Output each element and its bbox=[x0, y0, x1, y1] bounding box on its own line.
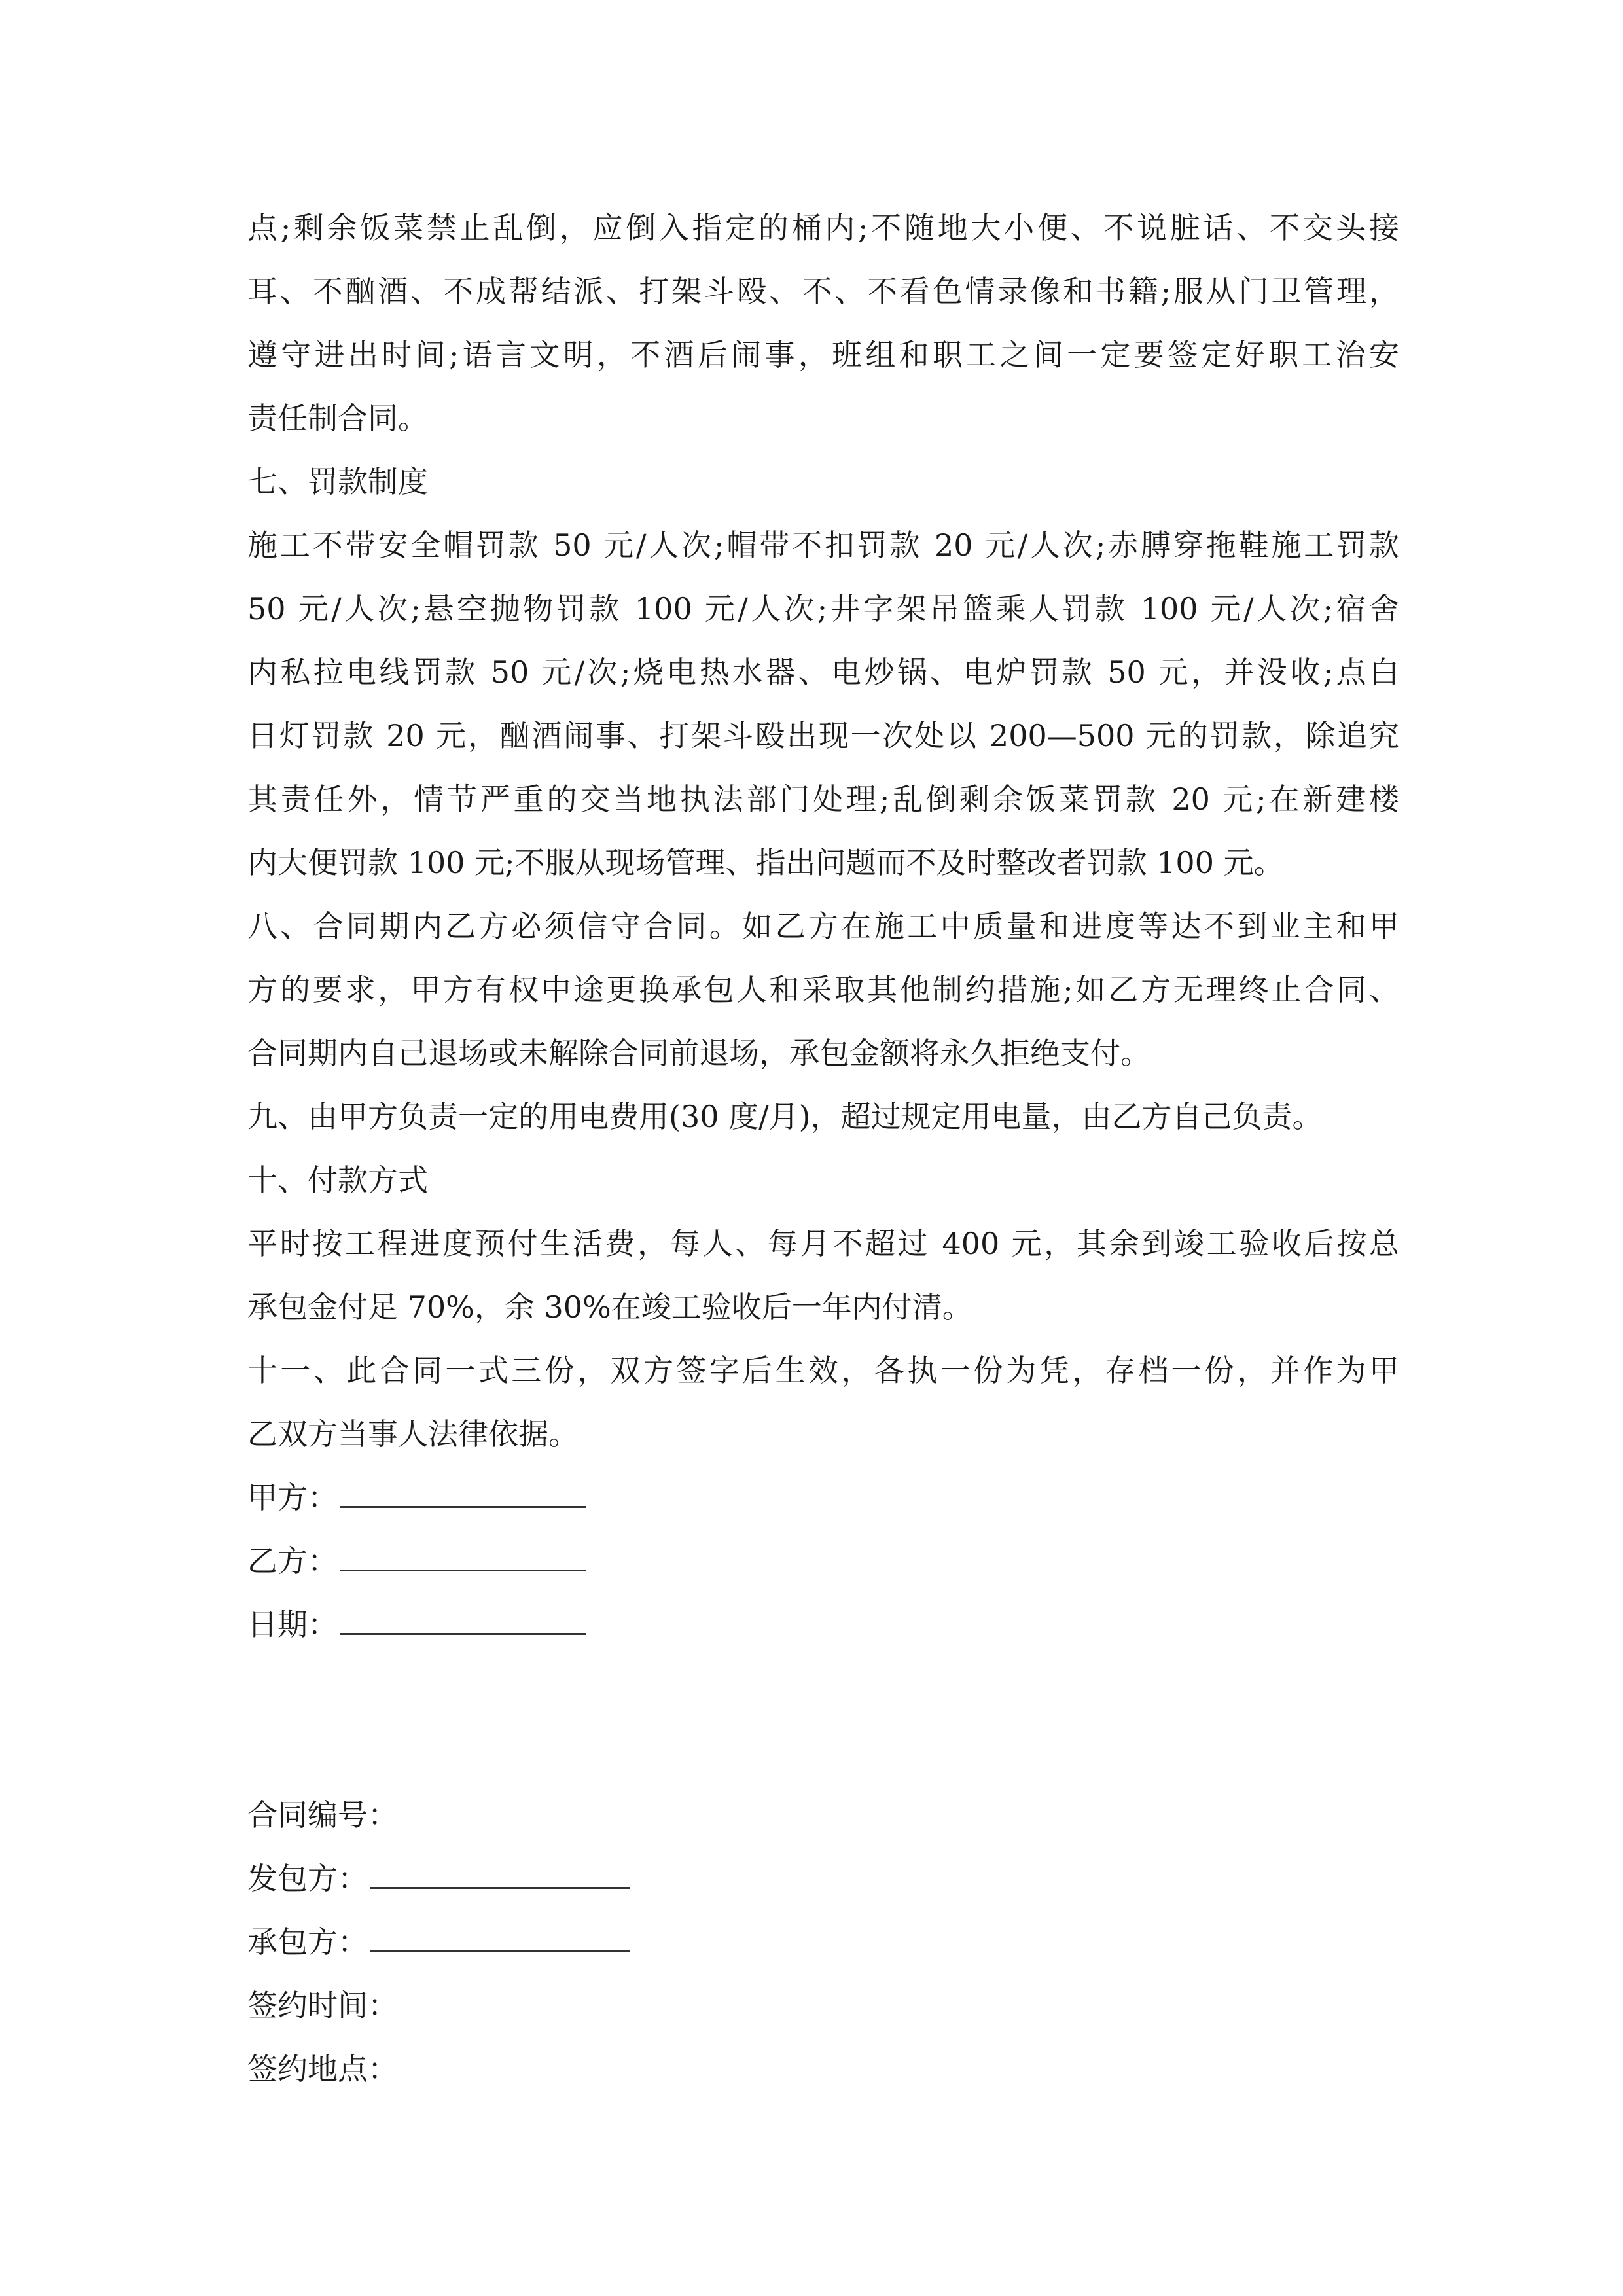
text-line: 平时按工程进度预付生活费，每人、每月不超过 400 元，其余到竣工验收后按总 bbox=[247, 1226, 1399, 1261]
party-b-label: 乙方： bbox=[247, 1543, 338, 1579]
text-line: 施工不带安全帽罚款 50 元/人次;帽带不扣罚款 20 元/人次;赤膊穿拖鞋施工罚款 bbox=[247, 528, 1400, 563]
contract-number-label: 合同编号： bbox=[247, 1797, 398, 1833]
date-label: 日期： bbox=[247, 1607, 338, 1642]
party-a-signature-field bbox=[247, 1466, 1399, 1530]
document-body bbox=[247, 196, 1399, 2101]
contractor-field bbox=[247, 1910, 1399, 1974]
section-heading-payment: 十、付款方式 bbox=[247, 1162, 428, 1198]
text-line: 责任制合同。 bbox=[247, 401, 428, 436]
text-line: 50 元/人次;悬空抛物罚款 100 元/人次;井字架吊篮乘人罚款 100 元/人次;宿舍 bbox=[247, 591, 1399, 626]
text-line: 日灯罚款 20 元，酗酒闹事、打架斗殴出现一次处以 200—500 元的罚款，除追究 bbox=[247, 718, 1399, 753]
contractor-label: 承包方： bbox=[247, 1924, 368, 1960]
text-line: 方的要求，甲方有权中途更换承包人和采取其他制约措施;如乙方无理终止合同、 bbox=[247, 972, 1399, 1007]
text-line: 点;剩余饭菜禁止乱倒，应倒入指定的桶内;不随地大小便、不说脏话、不交头接 bbox=[247, 210, 1399, 245]
party-b-signature-line[interactable] bbox=[340, 1535, 586, 1571]
sign-time-label: 签约时间： bbox=[247, 1988, 398, 2023]
text-line: 承包金付足 70%，余 30%在竣工验收后一年内付清。 bbox=[247, 1289, 972, 1325]
text-line: 十一、此合同一式三份，双方签字后生效，各执一份为凭，存档一份，并作为甲 bbox=[247, 1353, 1399, 1388]
text-line: 合同期内自己退场或未解除合同前退场，承包金额将永久拒绝支付。 bbox=[247, 1035, 1150, 1071]
text-line: 九、由甲方负责一定的用电费用(30 度/月)，超过规定用电量，由乙方自己负责。 bbox=[247, 1099, 1323, 1134]
section-heading-penalties: 七、罚款制度 bbox=[247, 464, 428, 499]
party-a-signature-line[interactable] bbox=[340, 1472, 586, 1508]
text-line: 遵守进出时间;语言文明，不酒后闹事，班组和职工之间一定要签定好职工治安 bbox=[247, 337, 1399, 372]
party-b-signature-field bbox=[247, 1530, 1399, 1593]
text-line: 八、合同期内乙方必须信守合同。如乙方在施工中质量和进度等达不到业主和甲 bbox=[247, 908, 1399, 944]
text-line: 耳、不酗酒、不成帮结派、打架斗殴、不、不看色情录像和书籍;服从门卫管理， bbox=[247, 274, 1399, 309]
date-signature-line[interactable] bbox=[340, 1599, 586, 1635]
issuer-field bbox=[247, 1847, 1399, 1910]
text-line: 乙双方当事人法律依据。 bbox=[247, 1416, 579, 1452]
text-line: 内大便罚款 100 元;不服从现场管理、指出问题而不及时整改者罚款 100 元。 bbox=[247, 845, 1284, 880]
contractor-line[interactable] bbox=[370, 1916, 630, 1952]
issuer-label: 发包方： bbox=[247, 1861, 368, 1896]
text-line: 内私拉电线罚款 50 元/次;烧电热水器、电炒锅、电炉罚款 50 元，并没收;点白 bbox=[247, 655, 1399, 690]
section-spacer bbox=[247, 1657, 1399, 1784]
sign-place-label: 签约地点： bbox=[247, 2051, 398, 2087]
text-line: 其责任外，情节严重的交当地执法部门处理;乱倒剩余饭菜罚款 20 元;在新建楼 bbox=[247, 781, 1399, 817]
party-a-label: 甲方： bbox=[247, 1480, 338, 1515]
issuer-line[interactable] bbox=[370, 1853, 630, 1889]
date-signature-field bbox=[247, 1593, 1399, 1657]
